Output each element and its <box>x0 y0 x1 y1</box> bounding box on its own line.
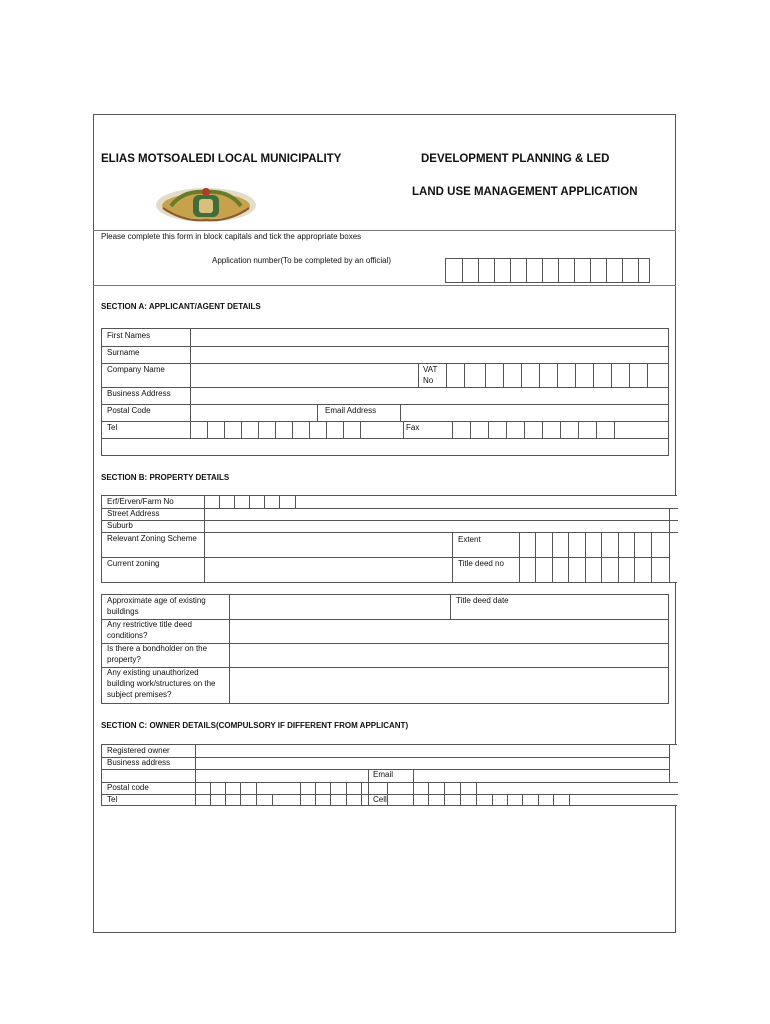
current-zoning-label: Current zoning <box>107 559 160 568</box>
section-b-title: SECTION B: PROPERTY DETAILS <box>101 473 230 482</box>
company-name-input[interactable] <box>190 363 416 386</box>
owner-business-address-label: Business address <box>107 758 171 767</box>
instructions-text: Please complete this form in block capitals and tick the appropriate boxes <box>101 232 362 241</box>
extent-label: Extent <box>458 535 481 544</box>
street-address-input[interactable] <box>204 508 668 519</box>
approx-age-label: Approximate age of existing buildings <box>107 596 206 616</box>
municipal-crest-icon <box>153 182 259 224</box>
suburb-label: Suburb <box>107 521 133 530</box>
owner-email-input[interactable] <box>413 769 668 781</box>
title-deed-no-label: Title deed no <box>458 559 504 568</box>
email-address-input[interactable] <box>400 404 668 420</box>
owner-tel-input[interactable] <box>195 794 365 805</box>
owner-business-address-input[interactable] <box>195 757 668 768</box>
owner-tel-label: Tel <box>107 795 118 804</box>
tel-label: Tel <box>107 423 118 432</box>
application-number-label: Application number(To be completed by an official) <box>212 256 392 265</box>
owner-cell-input[interactable] <box>400 794 675 805</box>
tel-input[interactable] <box>190 421 402 437</box>
section-a-title: SECTION A: APPLICANT/AGENT DETAILS <box>101 302 261 311</box>
title-deed-date-label: Title deed date <box>456 596 509 605</box>
unauthorized-work-label: Any existing unauthorized building work/structures on the subject premises? <box>107 668 216 699</box>
vat-no-label: VAT No <box>423 365 438 385</box>
department-name: DEVELOPMENT PLANNING & LED <box>421 153 610 165</box>
postal-code-label: Postal Code <box>107 406 151 415</box>
extent-input[interactable] <box>518 532 668 556</box>
relevant-zoning-label: Relevant Zoning Scheme <box>107 534 197 543</box>
owner-postal-code-input[interactable] <box>195 782 675 793</box>
form-title: LAND USE MANAGEMENT APPLICATION <box>412 186 638 198</box>
street-address-label: Street Address <box>107 509 160 518</box>
municipality-name: ELIAS MOTSOALEDI LOCAL MUNICIPALITY <box>101 153 342 165</box>
vat-no-input[interactable] <box>446 363 668 386</box>
bondholder-label: Is there a bondholder on the property? <box>107 644 208 664</box>
surname-label: Surname <box>107 348 140 357</box>
first-names-input[interactable] <box>190 329 668 345</box>
erf-label: Erf/Erven/Farm No <box>107 497 174 506</box>
erf-input[interactable] <box>204 496 674 507</box>
owner-cell-label: Cell <box>373 795 387 804</box>
fax-label: Fax <box>406 423 420 432</box>
unauthorized-work-input[interactable] <box>229 667 667 702</box>
relevant-zoning-input[interactable] <box>204 532 450 556</box>
fax-input[interactable] <box>452 421 668 437</box>
bondholder-input[interactable] <box>229 643 667 665</box>
suburb-input[interactable] <box>204 520 668 531</box>
registered-owner-label: Registered owner <box>107 746 170 755</box>
company-name-label: Company Name <box>107 365 165 374</box>
owner-email-label: Email <box>373 770 394 779</box>
postal-code-input[interactable] <box>190 404 316 420</box>
restrictive-conditions-input[interactable] <box>229 619 667 641</box>
section-c-title: SECTION C: OWNER DETAILS(COMPULSORY IF DIFFERENT FROM APPLICANT) <box>101 721 409 730</box>
email-address-label: Email Address <box>325 406 377 415</box>
first-names-label: First Names <box>107 331 151 340</box>
business-address-label: Business Address <box>107 389 171 398</box>
business-address-input[interactable] <box>190 387 668 403</box>
section-divider <box>93 285 676 286</box>
surname-input[interactable] <box>190 346 668 362</box>
current-zoning-input[interactable] <box>204 557 450 581</box>
application-number-field[interactable] <box>445 258 650 283</box>
owner-postal-code-label: Postal code <box>107 783 149 792</box>
registered-owner-input[interactable] <box>195 745 668 756</box>
header-divider <box>93 230 676 231</box>
restrictive-conditions-label: Any restrictive title deed conditions? <box>107 620 192 640</box>
approx-age-input[interactable] <box>229 595 447 617</box>
title-deed-no-input[interactable] <box>518 557 668 581</box>
